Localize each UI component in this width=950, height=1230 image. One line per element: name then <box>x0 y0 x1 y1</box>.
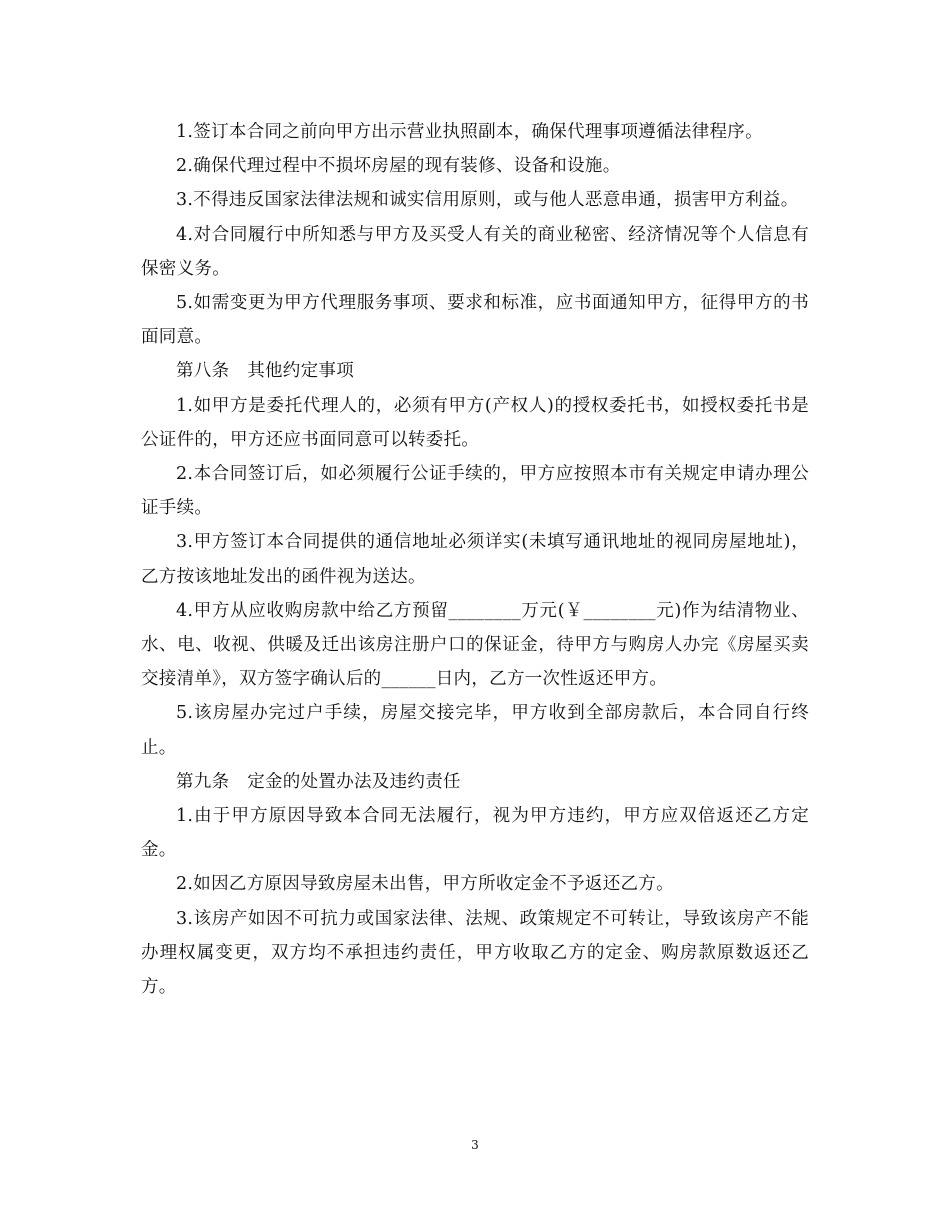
clause-paragraph: 1.签订本合同之前向甲方出示营业执照副本，确保代理事项遵循法律程序。 <box>176 122 763 142</box>
clause-paragraph: 3.不得违反国家法律法规和诚实信用原则，或与他人恶意串通，损害甲方利益。 <box>176 190 799 211</box>
clause-paragraph: 5.如需变更为甲方代理服务事项、要求和标准，应书面通知甲方，征得甲方的书面同意。 <box>141 293 809 348</box>
article-heading: 第九条 定金的处置办法及违约责任 <box>176 771 461 792</box>
clause-paragraph: 5.该房屋办完过户手续，房屋交接完毕，甲方收到全部房款后，本合同自行终止。 <box>141 703 809 758</box>
clause-paragraph: 4.甲方从应收购房款中给乙方预留________万元(￥________元)作为结清物业、水、电、收视、供暖及迁出该房注册户口的保证金，待甲方与购房人办完《房屋买卖交接清单》，双方签字确认后的______日内，乙方一次性返还甲方。 <box>141 600 809 690</box>
clause-paragraph: 1.如甲方是委托代理人的，必须有甲方(产权人)的授权委托书，如授权委托书是公证件的，甲方还应书面同意可以转委托。 <box>141 395 809 450</box>
clause-paragraph: 2.本合同签订后，如必须履行公证手续的，甲方应按照本市有关规定申请办理公证手续。 <box>141 464 809 519</box>
clause-paragraph: 1.由于甲方原因导致本合同无法履行，视为甲方违约，甲方应双倍返还乙方定金。 <box>141 806 809 861</box>
clause-paragraph: 3.甲方签订本合同提供的通信地址必须详实(未填写通讯地址的视同房屋地址)，乙方按该地址发出的函件视为送达。 <box>141 532 809 587</box>
clause-paragraph: 2.如因乙方原因导致房屋未出售，甲方所收定金不予返还乙方。 <box>176 874 674 895</box>
document-body <box>141 115 809 1004</box>
clause-paragraph: 4.对合同履行中所知悉与甲方及买受人有关的商业秘密、经济情况等个人信息有保密义务。 <box>141 224 809 279</box>
clause-paragraph: 2.确保代理过程中不损坏房屋的现有装修、设备和设施。 <box>176 156 621 177</box>
page-number: 3 <box>471 1138 479 1152</box>
clause-paragraph: 3.该房产如因不可抗力或国家法律、法规、政策规定不可转让，导致该房产不能办理权属变更，双方均不承担违约责任，甲方收取乙方的定金、购房款原数返还乙方。 <box>141 908 809 998</box>
article-heading: 第八条 其他约定事项 <box>176 361 354 382</box>
